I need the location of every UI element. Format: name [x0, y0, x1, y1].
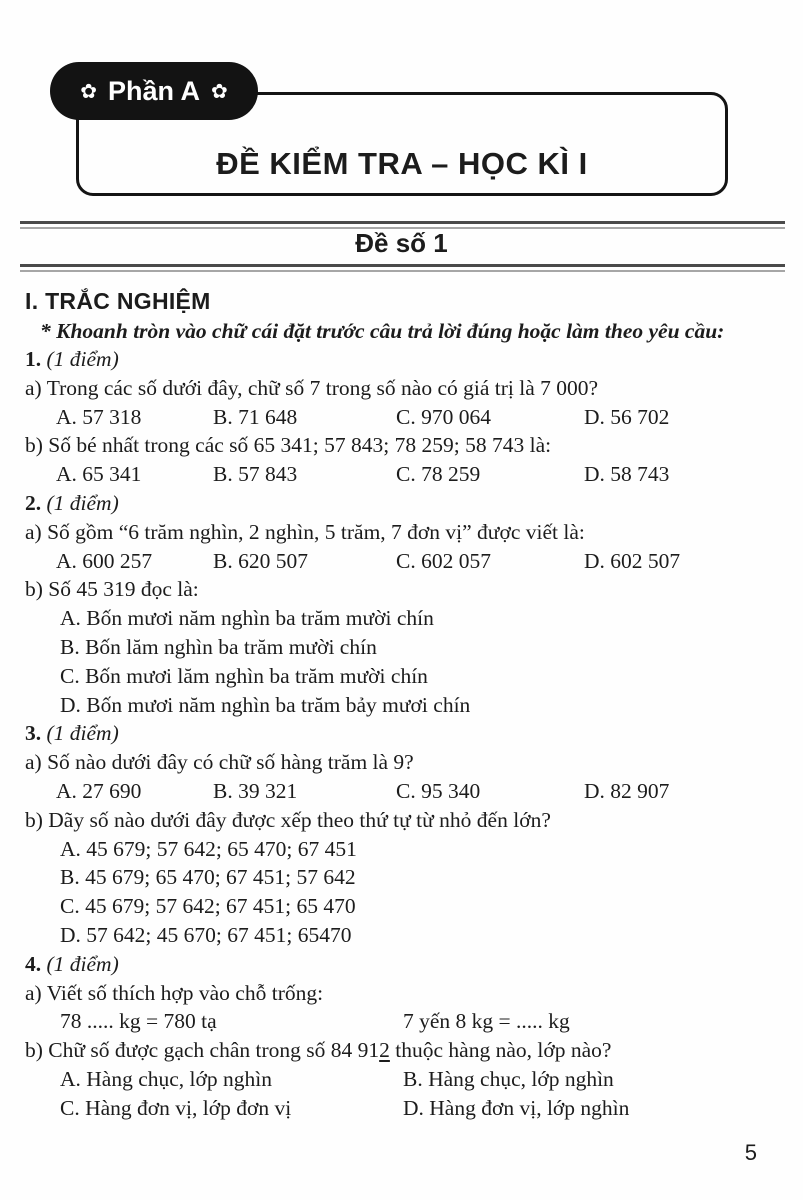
part-badge	[50, 62, 258, 120]
question-line	[25, 750, 785, 779]
question-line	[25, 1009, 785, 1038]
text-run: B. 620 507	[213, 548, 308, 573]
line-column	[403, 1067, 614, 1092]
text-run: B. Hàng chục, lớp nghìn	[403, 1066, 614, 1091]
question-number-line	[25, 952, 785, 981]
divider-rule-bottom	[20, 264, 785, 272]
question-line	[25, 549, 785, 578]
text-run: 4.	[25, 951, 42, 976]
flower-icon: ✿	[211, 81, 228, 103]
text-run: 1.	[25, 347, 42, 371]
text-run: D. 57 642; 45 670; 67 451; 65470	[60, 922, 352, 947]
line-column	[25, 865, 356, 890]
line-column	[403, 1096, 629, 1121]
text-run: 2	[379, 1038, 390, 1063]
question-line	[25, 693, 785, 722]
text-run: D. 602 507	[584, 548, 681, 573]
question-line	[25, 779, 785, 808]
text-run: 7 yến 8 kg = ..... kg	[403, 1009, 570, 1034]
line-column	[584, 405, 669, 430]
line-column	[213, 549, 308, 574]
exam-number-heading: Đề số 1	[355, 228, 448, 258]
text-run: D. 56 702	[584, 404, 670, 429]
line-column	[56, 462, 141, 487]
question-number-line	[25, 347, 785, 376]
text-run: C. Bốn mươi lăm nghìn ba trăm mười chín	[60, 663, 428, 688]
page-number: 5	[744, 1140, 757, 1165]
line-column	[396, 405, 491, 430]
part-badge-label: Phần A	[107, 75, 200, 106]
line-column	[60, 1009, 217, 1034]
line-column	[396, 549, 491, 574]
text-run: C. 45 679; 57 642; 67 451; 65 470	[60, 894, 356, 919]
text-run: (1 điểm)	[41, 951, 119, 976]
line-column	[25, 520, 585, 545]
line-column	[25, 347, 119, 372]
text-run: b) Số bé nhất trong các số 65 341; 57 843; 78 259; 58 743 là:	[25, 433, 552, 458]
text-run: 78 ..... kg = 780 tạ	[60, 1009, 217, 1034]
question-line	[25, 405, 785, 434]
text-run: B. Bốn lăm nghìn ba trăm mười chín	[60, 634, 377, 659]
question-line	[25, 865, 785, 894]
text-run: A. Hàng chục, lớp nghìn	[60, 1066, 272, 1091]
question-line	[25, 635, 785, 664]
text-run: 2.	[25, 490, 42, 515]
line-column	[25, 721, 119, 746]
text-run: B. 71 648	[213, 404, 298, 429]
exam-title: ĐỀ KIỂM TRA – HỌC KÌ I	[216, 146, 588, 181]
question-line	[25, 923, 785, 952]
line-column	[403, 1009, 570, 1034]
line-column	[25, 981, 323, 1006]
question-line	[25, 1038, 785, 1067]
line-column	[25, 693, 470, 718]
text-run: C. 970 064	[396, 404, 491, 429]
line-column	[25, 808, 551, 833]
question-line	[25, 808, 785, 837]
line-column	[396, 462, 480, 487]
text-run: B. 57 843	[213, 462, 298, 487]
text-run: D. 58 743	[584, 462, 670, 487]
text-run: D. Hàng đơn vị, lớp nghìn	[403, 1095, 630, 1120]
text-run: A. 27 690	[56, 778, 142, 803]
line-column	[213, 405, 297, 430]
line-column	[25, 433, 551, 458]
question-line	[25, 433, 785, 462]
line-column	[213, 462, 297, 487]
line-column	[56, 405, 141, 430]
line-column	[25, 635, 377, 660]
line-column	[584, 779, 669, 804]
question-line	[25, 606, 785, 635]
text-run: D. 82 907	[584, 778, 670, 803]
text-run: 3.	[25, 721, 42, 746]
text-run: a) Trong các số dưới đây, chữ số 7 trong số nào có giá trị là 7 000?	[25, 375, 599, 400]
text-run: A. 600 257	[56, 548, 153, 573]
flower-icon: ✿	[80, 81, 97, 103]
text-run: C. 78 259	[396, 462, 481, 487]
text-run: a) Viết số thích hợp vào chỗ trống:	[25, 980, 324, 1005]
text-run: D. Bốn mươi năm nghìn ba trăm bảy mươi chín	[60, 692, 471, 717]
question-line	[25, 894, 785, 923]
line-column	[25, 952, 119, 977]
question-line	[25, 376, 785, 405]
section-heading: I. TRẮC NGHIỆM	[25, 288, 211, 314]
text-run: b) Dãy số nào dưới đây được xếp theo thứ tự từ nhỏ đến lớn?	[25, 807, 551, 832]
line-column	[584, 549, 680, 574]
question-line	[25, 1096, 785, 1125]
line-column	[25, 837, 357, 862]
instruction-text: * Khoanh tròn vào chữ cái đặt trước câu trả lời đúng hoặc làm theo yêu cầu:	[40, 319, 725, 343]
question-line	[25, 462, 785, 491]
text-run: thuộc hàng nào, lớp nào?	[389, 1038, 612, 1063]
question-line	[25, 1067, 785, 1096]
question-line	[25, 664, 785, 693]
line-column	[213, 779, 297, 804]
text-run: B. 39 321	[213, 778, 298, 803]
line-column	[60, 1067, 272, 1092]
question-line	[25, 577, 785, 606]
line-column	[25, 577, 199, 602]
text-run: C. 602 057	[396, 548, 491, 573]
line-column	[25, 750, 414, 775]
question-number-line	[25, 491, 785, 520]
text-run: A. Bốn mươi năm nghìn ba trăm mười chín	[60, 606, 434, 631]
text-run: A. 57 318	[56, 404, 142, 429]
line-column	[25, 664, 428, 689]
line-column	[56, 779, 141, 804]
text-run: a) Số gồm “6 trăm nghìn, 2 nghìn, 5 trăm, 7 đơn vị” được viết là:	[25, 519, 585, 544]
text-run: C. Hàng đơn vị, lớp đơn vị	[60, 1095, 292, 1120]
line-column	[396, 779, 480, 804]
line-column	[25, 376, 598, 401]
line-column	[60, 1096, 291, 1121]
line-column	[584, 462, 669, 487]
line-column	[25, 894, 356, 919]
question-number-line	[25, 721, 785, 750]
text-run: (1 điểm)	[41, 721, 119, 746]
question-line	[25, 837, 785, 866]
text-run: (1 điểm)	[41, 490, 119, 515]
question-line	[25, 981, 785, 1010]
text-run: A. 45 679; 57 642; 65 470; 67 451	[60, 836, 357, 861]
text-run: b) Chữ số được gạch chân trong số 84 91	[25, 1038, 380, 1063]
text-run: b) Số 45 319 đọc là:	[25, 577, 199, 602]
text-run: C. 95 340	[396, 778, 481, 803]
text-run: B. 45 679; 65 470; 67 451; 57 642	[60, 865, 356, 890]
line-column	[25, 491, 119, 516]
line-column	[56, 549, 152, 574]
line-column	[25, 923, 351, 948]
text-run: a) Số nào dưới đây có chữ số hàng trăm là 9?	[25, 750, 414, 775]
question-lines	[25, 347, 785, 1125]
question-line	[25, 520, 785, 549]
line-column	[25, 1038, 611, 1063]
text-run: (1 điểm)	[41, 347, 119, 371]
text-run: A. 65 341	[56, 462, 142, 487]
line-column	[25, 606, 434, 631]
